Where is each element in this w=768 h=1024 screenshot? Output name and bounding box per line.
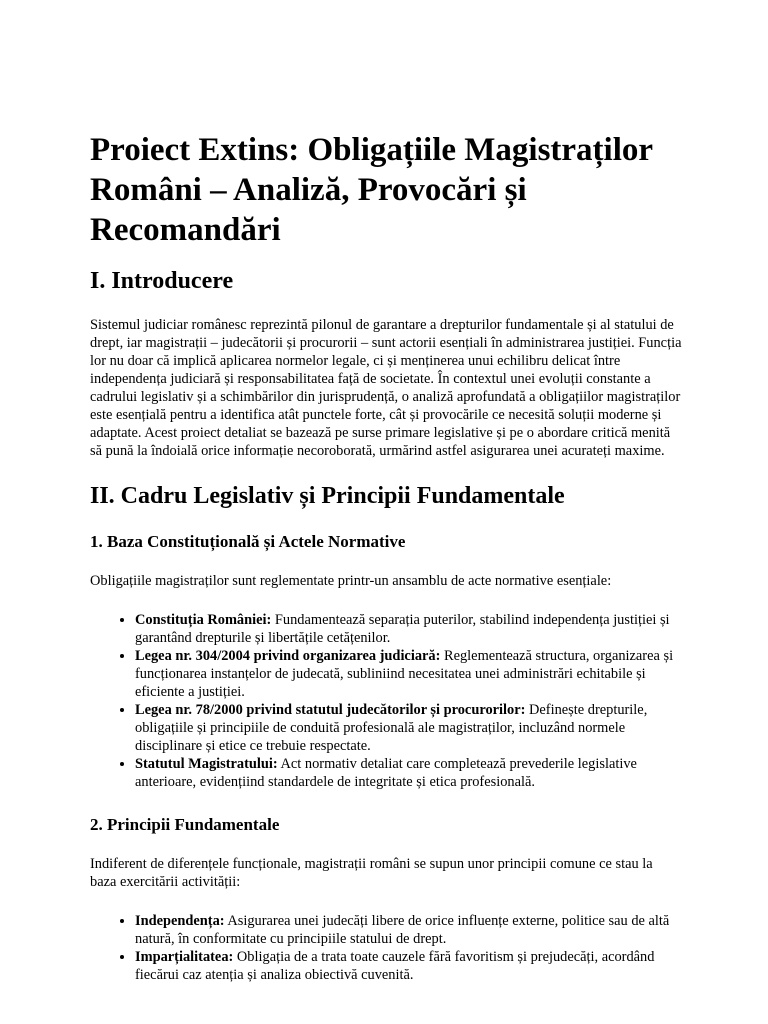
list-item-term: Imparțialitatea: bbox=[135, 949, 234, 965]
list-item-term: Constituția României: bbox=[135, 612, 272, 628]
principles-list bbox=[90, 912, 682, 984]
list-item-text: Asigurarea unei judecăți libere de orice influențe externe, politice sau de altă natură, în conformitate cu principiile statului de drept. bbox=[135, 913, 670, 947]
list-item bbox=[135, 647, 682, 701]
list-item bbox=[135, 701, 682, 755]
list-item-term: Legea nr. 78/2000 privind statutul judecătorilor și procurorilor: bbox=[135, 702, 526, 718]
list-item-text: Definește drepturile, obligațiile și principiile de conduită profesională ale magistraților, incluzând normele disciplinare și etice ce trebuie respectate. bbox=[135, 702, 648, 754]
section-heading-legal-framework: II. Cadru Legislativ și Principii Fundamentale bbox=[90, 483, 565, 509]
subsection-intro-constitutional-basis: Obligațiile magistraților sunt reglementate printr-un ansamblu de acte normative esențiale: bbox=[90, 573, 612, 589]
subsection-heading-constitutional-basis: 1. Baza Constituțională și Actele Normative bbox=[90, 532, 406, 551]
introduction-paragraph: Sistemul judiciar românesc reprezintă pilonul de garantare a drepturilor fundamentale și al statului de drept, iar magistrații – judecătorii și procurorii – sunt actorii esențiali în administrarea justiției. Funcția lor nu doar că implică aplicarea normelor legale, ci și menținerea unui echilibru delicat între independența judiciară și responsabilitatea față de societate. În contextul unei evoluții constante a cadrului legislativ și a schimbărilor din jurisprudență, o analiză aprofundată a obligațiilor magistraților este esențială pentru a identifica atât punctele forte, cât și provocările ce necesită soluții moderne și adaptate. Acest proiect detaliat se bazează pe surse primare legislative și pe o abordare critică menită să pună la îndoială orice informație necoroborată, urmărind astfel asigurarea unei acurateți maxime. bbox=[90, 317, 682, 459]
subsection-heading-fundamental-principles: 2. Principii Fundamentale bbox=[90, 815, 280, 834]
list-item-term: Statutul Magistratului: bbox=[135, 756, 278, 772]
list-item-term: Legea nr. 304/2004 privind organizarea judiciară: bbox=[135, 648, 441, 664]
document-title: Proiect Extins: Obligațiile Magistraților Români – Analiză, Provocări și Recomandări bbox=[90, 132, 653, 248]
list-item-text: Obligația de a trata toate cauzele fără favoritism și prejudecăți, acordând fiecărui caz atenția și analiza obiectivă cuvenită. bbox=[135, 949, 655, 983]
section-heading-introduction: I. Introducere bbox=[90, 268, 234, 294]
normative-acts-list bbox=[90, 611, 682, 791]
list-item-text: Fundamentează separația puterilor, stabilind independența justiției și garantând drepturile și libertățile cetățenilor. bbox=[135, 612, 670, 646]
list-item-term: Independența: bbox=[135, 913, 225, 929]
list-item-text: Act normativ detaliat care completează prevederile legislative anterioare, evidențiind standardele de integritate și etica profesională. bbox=[135, 756, 637, 790]
list-item bbox=[135, 755, 682, 791]
list-item-text: Reglementează structura, organizarea și funcționarea instanțelor de judecată, subliniind necesitatea unei administrări echitabile și eficiente a justiției. bbox=[135, 648, 674, 700]
list-item bbox=[135, 948, 682, 984]
list-item bbox=[135, 611, 682, 647]
list-item bbox=[135, 912, 682, 948]
subsection-intro-fundamental-principles: Indiferent de diferențele funcționale, magistrații români se supun unor principii comune ce stau la baza exercitării activității: bbox=[90, 856, 653, 890]
